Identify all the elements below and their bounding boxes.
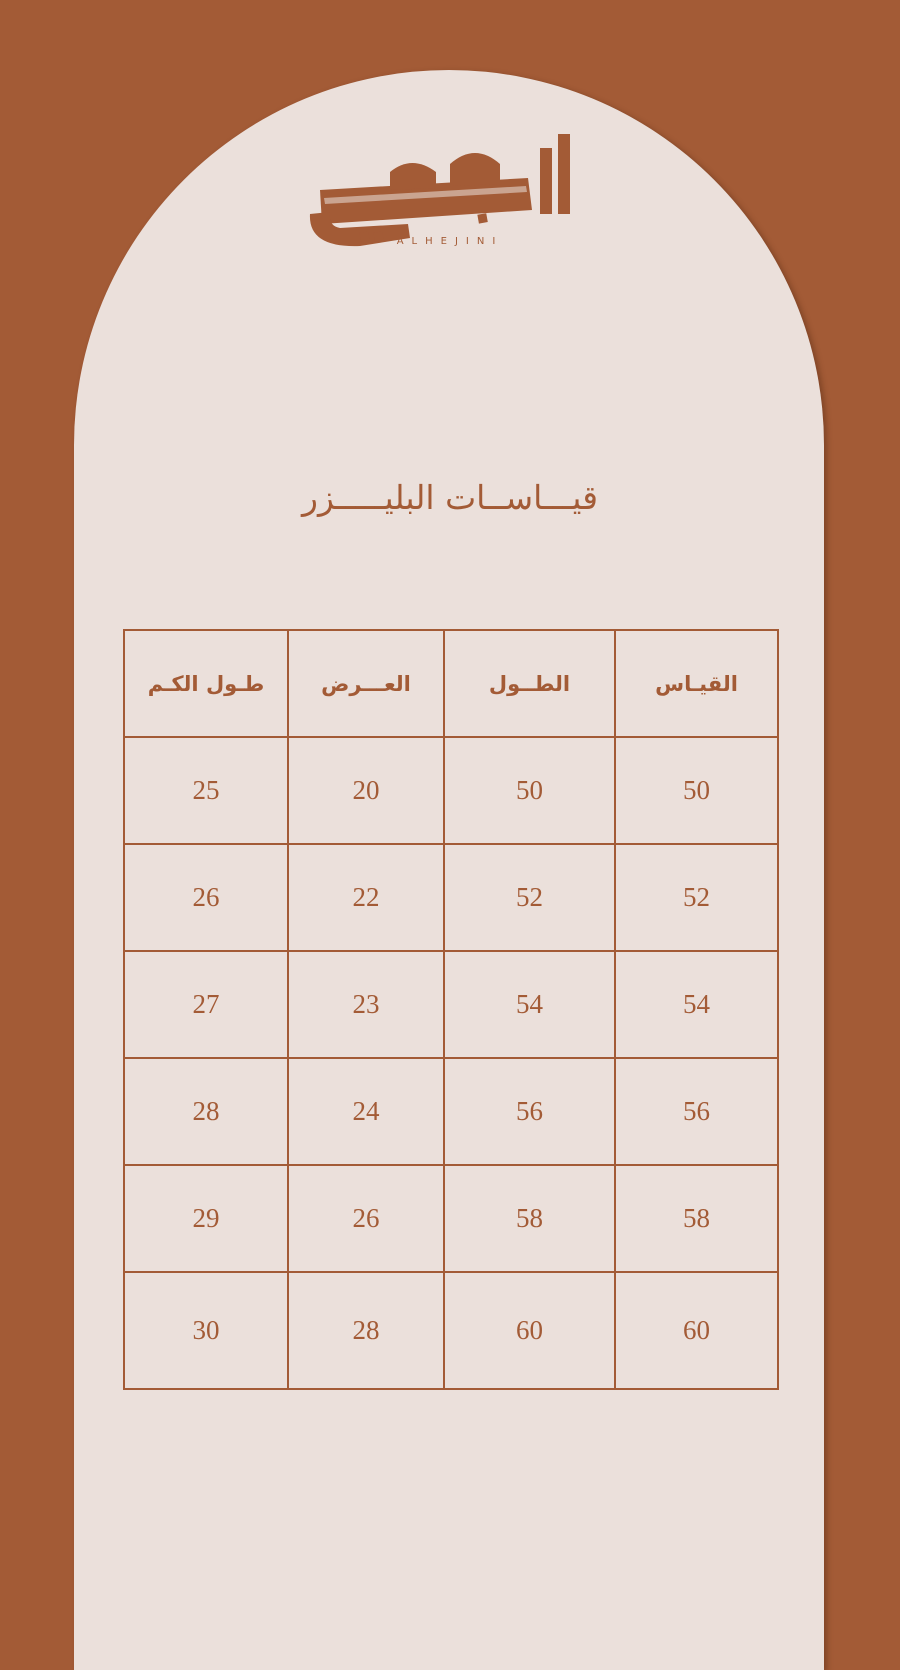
cell-length: 60 [444,1272,615,1389]
cell-sleeve-length: 30 [124,1272,288,1389]
cell-sleeve-length: 27 [124,951,288,1058]
size-table [123,629,779,1390]
cell-length: 52 [444,844,615,951]
cell-size: 50 [615,737,778,844]
table-row [124,951,778,1058]
header-length: الطــول [444,630,615,737]
table-header-row [124,630,778,737]
table-row [124,1058,778,1165]
cell-sleeve-length: 25 [124,737,288,844]
cell-length: 56 [444,1058,615,1165]
brand-latin-wordmark: ALHEJINI [396,236,504,247]
table-row [124,737,778,844]
cell-width: 22 [288,844,444,951]
cell-sleeve-length: 29 [124,1165,288,1272]
header-width: العـــرض [288,630,444,737]
cell-length: 50 [444,737,615,844]
cell-size: 56 [615,1058,778,1165]
cell-length: 58 [444,1165,615,1272]
cell-width: 28 [288,1272,444,1389]
cell-size: 58 [615,1165,778,1272]
cell-length: 54 [444,951,615,1058]
page-title: قيـــاســات البليـــــزر [302,478,598,517]
cell-width: 26 [288,1165,444,1272]
header-sleeve-length: طـول الكـم [124,630,288,737]
cell-sleeve-length: 26 [124,844,288,951]
cell-width: 23 [288,951,444,1058]
table-row [124,844,778,951]
cell-width: 20 [288,737,444,844]
cell-width: 24 [288,1058,444,1165]
table-row [124,1165,778,1272]
cell-sleeve-length: 28 [124,1058,288,1165]
header-size: القيـاس [615,630,778,737]
table-row [124,1272,778,1389]
cell-size: 52 [615,844,778,951]
cell-size: 60 [615,1272,778,1389]
cell-size: 54 [615,951,778,1058]
